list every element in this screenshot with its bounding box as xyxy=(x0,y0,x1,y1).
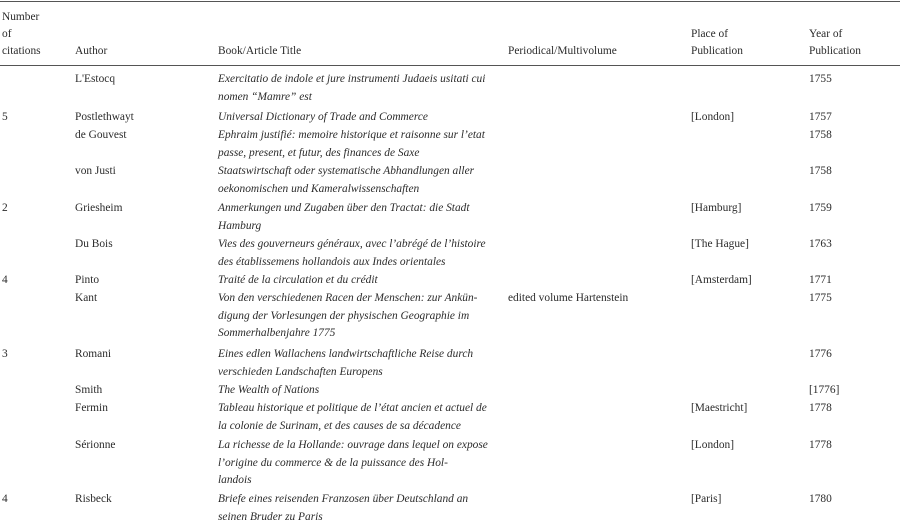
cell-periodical: edited volume Hartenstein xyxy=(508,292,629,304)
cell-title-line: des établissemens hollandois aux Indes orientales xyxy=(218,255,446,268)
cell-title-line: oekonomischen und Kameralwissenschaften xyxy=(218,182,420,195)
cell-place: [Hamburg] xyxy=(691,202,742,214)
cell-place: [London] xyxy=(691,439,735,451)
cell-author: Du Bois xyxy=(75,238,113,250)
cell-year: 1759 xyxy=(809,202,832,214)
cell-author: Sérionne xyxy=(75,439,116,451)
cell-year: 1776 xyxy=(809,348,832,360)
cell-author: Griesheim xyxy=(75,202,123,214)
cell-title-line: seinen Bruder zu Paris xyxy=(218,510,323,523)
cell-title-line: Traité de la circulation et du crédit xyxy=(218,274,378,286)
header-place-line: Publication xyxy=(691,45,743,57)
cell-title-line: The Wealth of Nations xyxy=(218,384,320,396)
cell-title-line: landois xyxy=(218,474,252,487)
cell-year: 1757 xyxy=(809,111,832,123)
cell-title-line: Vies des gouverneurs généraux, avec l’abrégé de l’histoire xyxy=(218,238,486,250)
cell-citations: 4 xyxy=(2,493,8,505)
cell-author: Postlethwayt xyxy=(75,111,134,123)
cell-title-line: nomen “Mamre” est xyxy=(218,90,312,103)
header-citations-line: of xyxy=(2,28,12,40)
cell-year: 1778 xyxy=(809,402,832,414)
cell-title-line: Sommerhalbenjahre 1775 xyxy=(218,327,336,340)
cell-title-line: Staatswirtschaft oder systematische Abhandlungen aller xyxy=(218,165,475,177)
top-rule xyxy=(0,1,900,2)
cell-title-line: Von den verschiedenen Racen der Menschen: zur Ankün- xyxy=(218,292,478,304)
cell-year: 1778 xyxy=(809,439,832,451)
cell-year: 1758 xyxy=(809,129,832,141)
cell-year: 1755 xyxy=(809,73,832,85)
cell-author: Pinto xyxy=(75,274,100,286)
cell-place: [Maestricht] xyxy=(691,402,748,414)
cell-year: [1776] xyxy=(809,384,840,396)
header-rule xyxy=(0,65,900,66)
cell-title-line: la colonie de Surinam, et des causes de sa décadence xyxy=(218,419,461,432)
cell-title-line: Ephraim justifié: memoire historique et raisonne sur l’etat xyxy=(218,129,485,141)
cell-title-line: l’origine du commerce & de la puissance des Hol- xyxy=(218,456,448,469)
cell-title-line: Anmerkungen und Zugaben über den Tractat: die Stadt xyxy=(218,202,470,214)
cell-title-line: Exercitatio de indole et jure instrumenti Judaeis usitati cui xyxy=(218,73,486,85)
cell-place: [The Hague] xyxy=(691,238,749,250)
cell-place: [Amsterdam] xyxy=(691,274,752,286)
cell-title-line: Tableau historique et politique de l’état ancien et actuel de xyxy=(218,402,487,414)
header-citations-line: citations xyxy=(2,45,41,57)
cell-year: 1775 xyxy=(809,292,832,304)
header-citations-line: Number xyxy=(2,11,40,23)
header-citations xyxy=(2,9,41,60)
cell-place: [Paris] xyxy=(691,493,722,505)
header-place xyxy=(691,26,743,60)
header-title: Book/Article Title xyxy=(218,45,302,57)
cell-author: Smith xyxy=(75,384,103,396)
cell-citations: 2 xyxy=(2,202,8,214)
cell-title-line: passe, present, et futur, des finances de Saxe xyxy=(218,146,420,159)
header-place-line: Place of xyxy=(691,28,729,40)
cell-title-line: Briefe eines reisenden Franzosen über Deutschland an xyxy=(218,493,469,505)
cell-author: Fermin xyxy=(75,402,108,414)
cell-year: 1758 xyxy=(809,165,832,177)
cell-citations: 3 xyxy=(2,348,8,360)
cell-title-line: verschieden Landschaften Europens xyxy=(218,365,383,378)
cell-year: 1763 xyxy=(809,238,832,250)
header-year-line: Year of xyxy=(809,28,843,40)
header-year xyxy=(809,26,861,60)
header-periodical: Periodical/Multivolume xyxy=(508,45,617,57)
cell-year: 1771 xyxy=(809,274,832,286)
cell-year: 1780 xyxy=(809,493,832,505)
cell-author: Romani xyxy=(75,348,112,360)
cell-title-line: digung der Vorlesungen der physischen Geographie im xyxy=(218,309,470,322)
cell-place: [London] xyxy=(691,111,735,123)
header-author: Author xyxy=(75,45,108,57)
cell-title-line: Eines edlen Wallachens landwirtschaftliche Reise durch xyxy=(218,348,474,360)
cell-author: Risbeck xyxy=(75,493,112,505)
cell-author: L'Estocq xyxy=(75,73,116,85)
cell-title-line: Universal Dictionary of Trade and Commerce xyxy=(218,111,428,123)
cell-author: de Gouvest xyxy=(75,129,127,141)
cell-title-line: La richesse de la Hollande: ouvrage dans lequel on expose xyxy=(218,439,488,451)
cell-author: Kant xyxy=(75,292,98,304)
header-year-line: Publication xyxy=(809,45,861,57)
cell-title-line: Hamburg xyxy=(218,219,262,232)
cell-author: von Justi xyxy=(75,165,116,177)
cell-citations: 4 xyxy=(2,274,8,286)
cell-citations: 5 xyxy=(2,111,8,123)
